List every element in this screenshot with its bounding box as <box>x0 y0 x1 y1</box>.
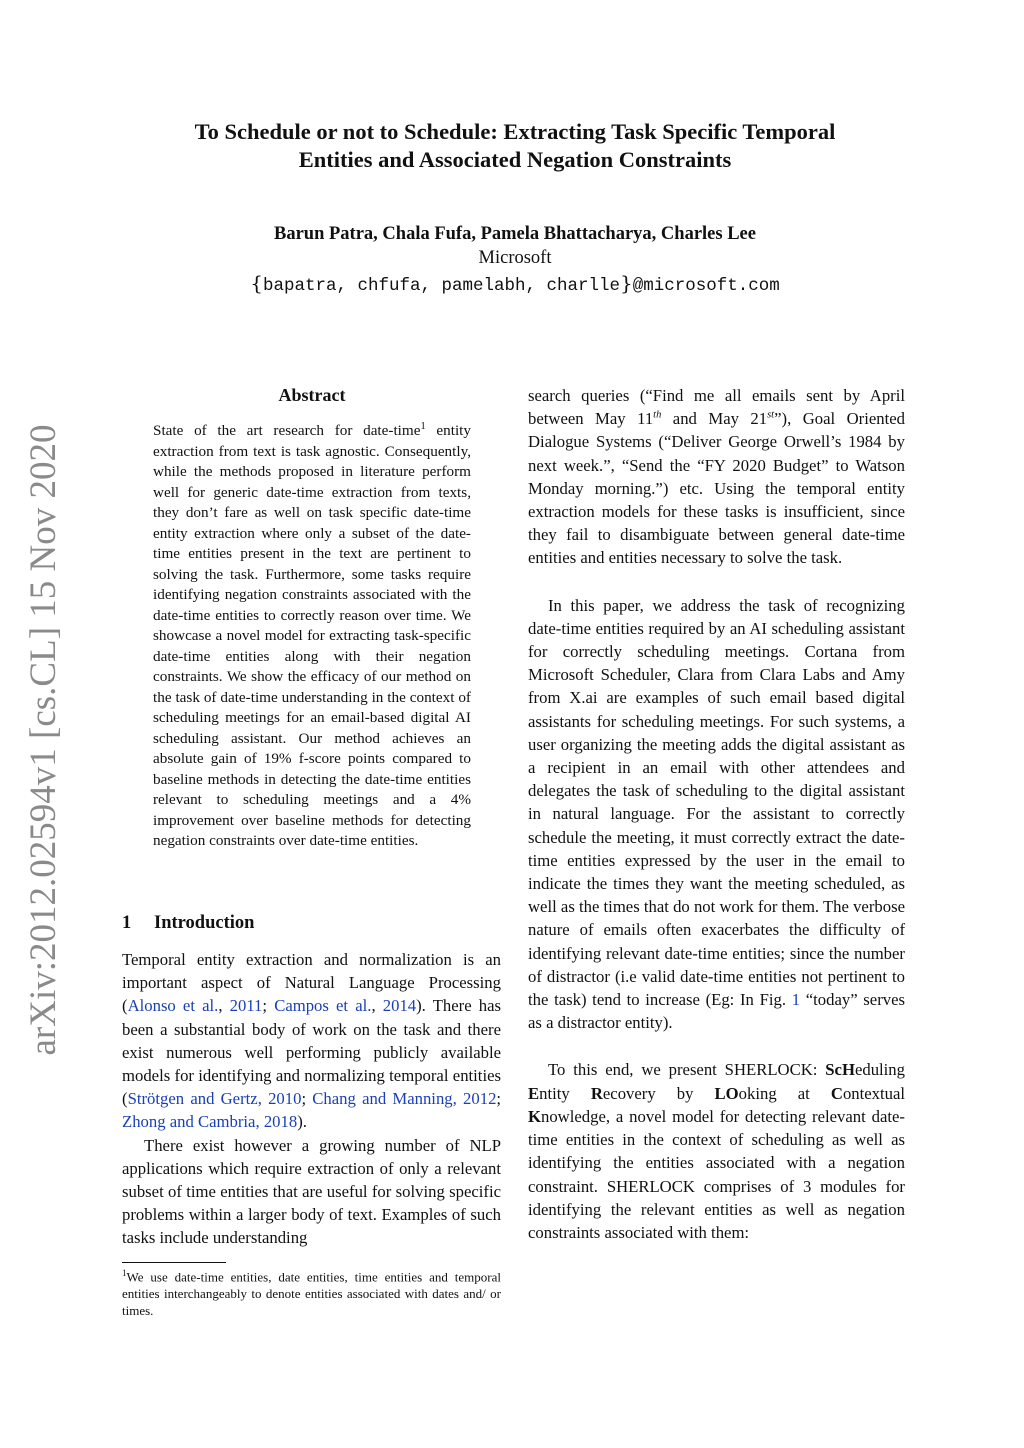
figure-reference-link[interactable]: 1 <box>791 990 801 1010</box>
abstract-text-rest: entity extraction from text is task agnostic. Consequently, while the methods proposed in literature perform well for generic date-time extraction from texts, they don’t fare as well on task specific date-time entity extraction where only a subset of the date-time entities present in the text are pertinent to solving the task. Furthermore, some tasks require identifying negation constraints associated with the date-time entities to correctly reason over time. We showcase a novel model for extracting task-specific date-time entities along with their negation constraints. We show the efficacy of our method on the task of date-time understanding in the context of scheduling meetings for an email-based digital AI scheduling assistant. Our method achieves an absolute gain of 19% f-score points compared to baseline methods in detecting the date-time entities relevant to scheduling meetings and a 4% improvement over baseline methods for detecting negation constraints over date-time entities. <box>153 422 471 849</box>
citation-year-link[interactable]: 2018 <box>263 1112 298 1132</box>
citation-year-link[interactable]: 2014 <box>382 996 417 1016</box>
right-paragraph-1 <box>528 384 905 570</box>
section-number: 1 <box>122 913 132 933</box>
citation-link[interactable]: Campos et al. <box>274 996 372 1016</box>
abstract-heading: Abstract <box>278 385 346 405</box>
paper-title-line-2: Entities and Associated Negation Constraints <box>298 147 732 172</box>
abstract-body <box>153 421 471 852</box>
intro-text: Temporal entity extraction and normalization is an important aspect of Natural Language Processing ( <box>122 950 501 1016</box>
body-text: ”), Goal Oriented Dialogue Systems (“Deliver George Orwell’s 1984 by next week.”, “Send the “FY 2020 Budget” to Watson Monday morning.”) etc. Using the temporal entity extraction models for these tasks is insufficient, since they fail to disambiguate between general date-time entities and entities necessary to solve the task. <box>528 409 905 568</box>
email-usernames: bapatra, chfufa, pamelabh, charlle <box>262 276 621 296</box>
body-text: To this end, we present SHERLOCK: <box>548 1060 826 1080</box>
footnote <box>122 1265 501 1319</box>
intro-text: ). There has been a substantial body of work on the task and there exist numerous well performing publicly available models for identifying and normalizing temporal entities ( <box>122 996 501 1109</box>
citation-link[interactable]: Zhong and Cambria <box>122 1112 256 1132</box>
footnote-text: We use date-time entities, date entities, time entities and temporal entities interchangeably to denote entities associated with dates and/ or times. <box>122 1269 501 1319</box>
email-domain: @microsoft.com <box>632 276 780 296</box>
body-text: search queries (“Find me all emails sent by April between May 11 <box>528 386 905 429</box>
section-heading-introduction <box>122 911 502 935</box>
superscript-st: st <box>767 409 775 421</box>
citation-link[interactable]: Alonso et al. <box>127 996 219 1016</box>
paper-title-line-1: To Schedule or not to Schedule: Extracting Task Specific Temporal <box>194 119 836 144</box>
author-emails: {bapatra, chfufa, pamelabh, charlle}@microsoft.com <box>250 271 780 296</box>
section-title: Introduction <box>154 913 255 933</box>
sherlock-acronym-expansion: ScHeduling Entity Recovery by LOoking at Contextual Knowledge <box>528 1060 906 1126</box>
footnote-divider <box>122 1262 226 1263</box>
author-list: Barun Patra, Chala Fufa, Pamela Bhattacharya, Charles Lee <box>274 224 756 244</box>
right-column-body <box>528 384 905 1244</box>
intro-text: ). <box>297 1112 307 1132</box>
abstract-text-start: State of the art research for date-time <box>153 422 421 439</box>
arxiv-identifier: arXiv:2012.02594v1 [cs.CL] 15 Nov 2020 <box>23 424 64 1056</box>
citation-year-link[interactable]: 2010 <box>268 1089 302 1109</box>
citation-year-link[interactable]: 2011 <box>229 996 263 1016</box>
intro-paragraph-2: There exist however a growing number of NLP applications which require extraction of only a relevant subset of time entities that are useful for solving specific problems within a larger body of text. Examples of such tasks include understanding <box>122 1135 501 1248</box>
left-column-body <box>122 948 501 1250</box>
footnote-number: 1 <box>122 1268 127 1278</box>
superscript-th: th <box>653 409 662 421</box>
body-text: “today” serves as a distractor entity). <box>528 990 905 1033</box>
body-text: In this paper, we address the task of recognizing date-time entities required by an AI scheduling assistant for correctly scheduling meetings. Cortana from Microsoft Scheduler, Clara from Clara Labs and Amy from X.ai are examples of such email based digital assistants for scheduling meetings. For such systems, a user organizing the meeting adds the digital assistant as a recipient in an email with other attendees and delegates the task of scheduling to the digital assistant in natural language. For the assistant to correctly schedule the meeting, it must correctly extract the date-time entities expressed by the user in the email to indicate the times they want the meeting scheduled, as well as the times that do not work for them. The verbose nature of emails often exacerbates the difficulty of identifying relevant date-time entities; since the number of distractor (i.e valid date-time entities not pertinent to the task) tend to increase (Eg: In Fig. <box>528 595 905 1010</box>
paper-title <box>120 118 910 174</box>
affiliation: Microsoft <box>478 248 552 268</box>
right-paragraph-2 <box>528 594 905 1035</box>
right-paragraph-3 <box>528 1058 905 1244</box>
footnote-marker[interactable]: 1 <box>420 420 426 432</box>
citation-year-link[interactable]: 2012 <box>463 1089 497 1109</box>
body-text: , a novel model for detecting relevant date-time entities in the context of scheduling as well as identifying the entities associated with a negation constraint. SHERLOCK comprises of 3 modules for identifying the relevant entities as well as negation constraints associated with them: <box>528 1106 905 1242</box>
citation-link[interactable]: Strötgen and Gertz <box>127 1089 258 1109</box>
citation-link[interactable]: Chang and Manning <box>312 1089 453 1109</box>
intro-paragraph-1: Temporal entity extraction and normalization is an important aspect of Natural Language Processing (Alonso et al., 2011; Campos et al., 2014). There has been a substantial body of work on the task and there exist numerous well performing publicly available models for identifying and normalizing temporal entities (Strötgen and Gertz, 2010; Chang and Manning, 2012; Zhong and Cambria, 2018). <box>122 950 502 1132</box>
body-text: and May 21 <box>661 409 768 429</box>
